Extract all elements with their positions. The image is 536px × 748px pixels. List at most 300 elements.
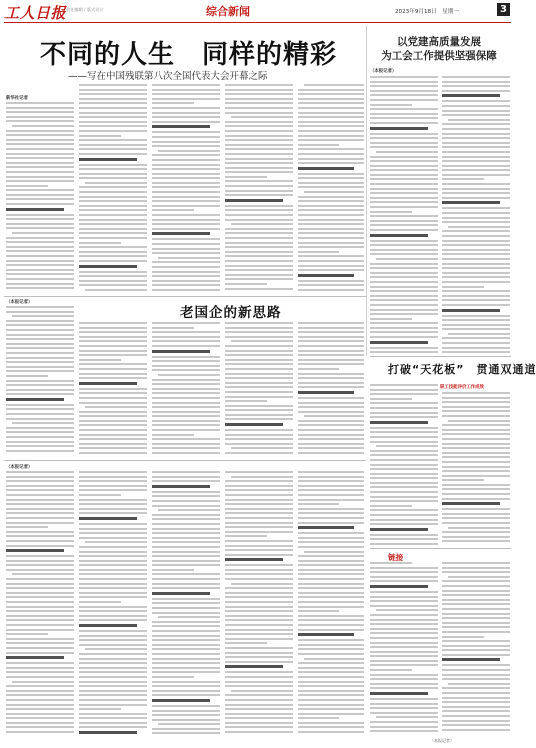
main-story-column-4 bbox=[225, 84, 293, 292]
text-line bbox=[79, 662, 147, 664]
text-line bbox=[370, 519, 438, 521]
text-line bbox=[442, 324, 510, 326]
text-line bbox=[225, 517, 293, 519]
text-line bbox=[6, 526, 48, 528]
text-line bbox=[370, 500, 438, 502]
text-line bbox=[370, 683, 438, 685]
text-line bbox=[225, 219, 293, 221]
text-line bbox=[152, 583, 220, 585]
text-line bbox=[370, 567, 438, 569]
text-line bbox=[79, 537, 147, 539]
box-divider bbox=[370, 356, 511, 357]
text-line bbox=[298, 596, 364, 598]
text-line bbox=[370, 336, 438, 338]
text-line bbox=[79, 587, 147, 589]
text-line bbox=[370, 431, 438, 433]
text-line bbox=[370, 281, 438, 283]
text-line bbox=[6, 227, 74, 229]
text-line bbox=[225, 185, 293, 187]
text-line bbox=[6, 338, 74, 340]
text-line bbox=[6, 171, 74, 173]
text-line bbox=[79, 255, 147, 257]
text-line bbox=[298, 624, 364, 626]
text-line bbox=[448, 527, 510, 529]
text-line bbox=[370, 441, 438, 443]
text-line bbox=[152, 336, 220, 338]
text-line bbox=[442, 295, 510, 297]
footer-note: （本报记者） bbox=[430, 738, 454, 743]
text-line bbox=[152, 159, 220, 161]
text-line bbox=[6, 676, 74, 678]
text-line bbox=[298, 354, 364, 356]
text-line bbox=[225, 704, 293, 706]
text-line bbox=[442, 461, 510, 463]
text-line bbox=[6, 508, 74, 510]
text-line bbox=[298, 499, 364, 501]
text-line bbox=[6, 398, 64, 401]
text-line bbox=[79, 168, 147, 170]
text-line bbox=[79, 644, 147, 646]
text-line bbox=[370, 591, 438, 593]
text-line bbox=[225, 199, 283, 202]
text-line bbox=[304, 658, 364, 660]
text-line bbox=[370, 534, 438, 536]
text-line bbox=[225, 112, 293, 114]
text-line bbox=[79, 164, 147, 166]
text-line bbox=[225, 629, 293, 631]
text-line bbox=[298, 363, 364, 365]
text-line bbox=[152, 476, 220, 478]
text-line bbox=[370, 351, 438, 353]
text-line bbox=[225, 180, 293, 182]
text-line bbox=[225, 274, 293, 276]
text-line bbox=[298, 125, 364, 127]
text-line bbox=[442, 337, 510, 339]
text-line bbox=[152, 219, 220, 221]
newspaper-logo: 工人日报 bbox=[4, 4, 67, 22]
text-line bbox=[152, 471, 220, 473]
text-line bbox=[442, 85, 510, 87]
text-line bbox=[79, 630, 147, 632]
editor-info: 责任编辑 / 版式设计 bbox=[66, 7, 104, 12]
text-line bbox=[298, 731, 364, 733]
text-line bbox=[152, 429, 220, 431]
text-line bbox=[6, 418, 74, 420]
text-line bbox=[298, 639, 364, 641]
text-line bbox=[298, 242, 364, 244]
text-line bbox=[79, 619, 147, 621]
text-line bbox=[231, 116, 293, 118]
text-line bbox=[442, 479, 484, 481]
text-line bbox=[370, 468, 438, 470]
text-line bbox=[6, 413, 74, 415]
text-line bbox=[79, 144, 147, 146]
text-line bbox=[442, 81, 510, 83]
text-line bbox=[442, 192, 510, 194]
text-line bbox=[152, 379, 220, 381]
text-line bbox=[158, 150, 220, 152]
text-line bbox=[152, 434, 194, 436]
text-line bbox=[6, 311, 74, 313]
text-line bbox=[442, 508, 510, 510]
text-line bbox=[6, 583, 74, 585]
text-line bbox=[79, 135, 121, 137]
text-line bbox=[79, 327, 147, 329]
text-line bbox=[298, 284, 364, 286]
text-line bbox=[225, 322, 293, 324]
text-line bbox=[152, 625, 220, 627]
text-line bbox=[79, 354, 147, 356]
text-line bbox=[6, 324, 74, 326]
text-line bbox=[6, 578, 74, 580]
text-line bbox=[79, 275, 147, 277]
text-line bbox=[442, 438, 510, 440]
text-line bbox=[225, 265, 293, 267]
text-line bbox=[298, 130, 364, 132]
text-line bbox=[225, 545, 293, 547]
text-line bbox=[6, 361, 74, 363]
text-line bbox=[298, 205, 364, 207]
text-line bbox=[152, 223, 220, 225]
text-line bbox=[225, 363, 293, 365]
text-line bbox=[79, 205, 147, 207]
text-line bbox=[298, 512, 364, 514]
text-line bbox=[6, 139, 74, 141]
text-line bbox=[225, 522, 293, 524]
text-line bbox=[79, 116, 147, 118]
text-line bbox=[6, 107, 74, 109]
text-line bbox=[6, 111, 74, 113]
text-line bbox=[79, 112, 147, 114]
text-line bbox=[442, 502, 500, 505]
text-line bbox=[370, 327, 438, 329]
text-line bbox=[370, 538, 438, 540]
text-line bbox=[152, 424, 220, 426]
text-line bbox=[225, 84, 293, 86]
text-line bbox=[442, 645, 510, 647]
text-line bbox=[442, 580, 510, 582]
text-line bbox=[6, 615, 74, 617]
text-line bbox=[6, 214, 74, 216]
text-line bbox=[225, 685, 293, 687]
text-line bbox=[298, 726, 364, 728]
text-line bbox=[298, 517, 364, 519]
text-line bbox=[152, 243, 220, 245]
text-line bbox=[152, 578, 220, 580]
text-line bbox=[79, 200, 147, 202]
text-line bbox=[442, 706, 510, 708]
text-line bbox=[442, 654, 510, 656]
text-line bbox=[370, 192, 438, 194]
text-line bbox=[442, 649, 510, 651]
text-line bbox=[152, 705, 220, 707]
text-line bbox=[152, 500, 220, 502]
text-line bbox=[6, 569, 74, 571]
text-line bbox=[225, 414, 293, 416]
text-line bbox=[85, 406, 147, 408]
text-line bbox=[298, 89, 364, 91]
text-line bbox=[152, 388, 220, 390]
text-line bbox=[79, 377, 147, 379]
text-line bbox=[225, 573, 293, 575]
text-line bbox=[442, 692, 510, 694]
text-line bbox=[225, 162, 293, 164]
text-line bbox=[298, 564, 364, 566]
text-line bbox=[370, 142, 438, 144]
text-line bbox=[370, 421, 428, 424]
text-line bbox=[370, 398, 412, 400]
text-line bbox=[442, 608, 510, 610]
text-line bbox=[79, 228, 147, 230]
text-line bbox=[442, 169, 510, 171]
text-line bbox=[298, 471, 364, 473]
text-line bbox=[225, 535, 267, 537]
text-line bbox=[225, 205, 293, 207]
middle-story-column-3 bbox=[152, 322, 220, 456]
text-line bbox=[152, 532, 220, 534]
text-line bbox=[79, 260, 147, 262]
text-line bbox=[79, 583, 147, 585]
text-line bbox=[79, 265, 137, 268]
text-line bbox=[6, 722, 74, 724]
text-line bbox=[370, 206, 438, 208]
text-line bbox=[225, 400, 267, 402]
text-line bbox=[442, 456, 510, 458]
main-byline: 新华社记者 bbox=[6, 96, 28, 101]
text-line bbox=[12, 232, 74, 234]
text-line bbox=[6, 587, 74, 589]
text-line bbox=[6, 329, 74, 331]
text-line bbox=[79, 232, 147, 234]
text-line bbox=[152, 356, 220, 358]
text-line bbox=[79, 676, 147, 678]
text-line bbox=[79, 102, 147, 104]
text-line bbox=[79, 601, 121, 603]
text-line bbox=[225, 699, 293, 701]
text-line bbox=[6, 208, 64, 211]
text-line bbox=[298, 429, 364, 431]
text-line bbox=[152, 402, 220, 404]
text-line bbox=[152, 191, 220, 193]
text-line bbox=[231, 340, 293, 342]
text-line bbox=[79, 93, 147, 95]
text-line bbox=[442, 299, 510, 301]
text-line bbox=[79, 402, 147, 404]
text-line bbox=[298, 340, 364, 342]
text-line bbox=[6, 260, 74, 262]
text-line bbox=[79, 363, 147, 365]
text-line bbox=[370, 85, 438, 87]
text-line bbox=[298, 289, 364, 291]
text-line bbox=[152, 205, 220, 207]
text-line bbox=[370, 600, 438, 602]
text-line bbox=[231, 223, 293, 225]
text-line bbox=[370, 692, 428, 695]
text-line bbox=[152, 365, 220, 367]
text-line bbox=[225, 418, 293, 420]
issue-date: 2023年9月18日 星期一 bbox=[395, 9, 460, 15]
masthead bbox=[0, 0, 515, 22]
text-line bbox=[225, 596, 293, 598]
text-line bbox=[79, 415, 147, 417]
text-line bbox=[442, 590, 510, 592]
text-line bbox=[6, 241, 74, 243]
text-line bbox=[152, 541, 220, 543]
main-story-column-3 bbox=[152, 84, 220, 292]
text-line bbox=[442, 447, 510, 449]
text-line bbox=[298, 406, 364, 408]
text-line bbox=[152, 345, 220, 347]
text-line bbox=[79, 517, 137, 520]
text-line bbox=[298, 452, 364, 454]
text-line bbox=[6, 162, 74, 164]
text-line bbox=[79, 438, 147, 440]
text-line bbox=[225, 471, 293, 473]
text-line bbox=[79, 368, 147, 370]
text-line bbox=[79, 237, 147, 239]
text-line bbox=[442, 622, 510, 624]
text-line bbox=[152, 635, 220, 637]
text-line bbox=[6, 499, 74, 501]
text-line bbox=[225, 694, 293, 696]
text-line bbox=[298, 402, 364, 404]
text-line bbox=[225, 209, 293, 211]
text-line bbox=[6, 134, 74, 136]
text-line bbox=[442, 137, 510, 139]
text-line bbox=[6, 347, 74, 349]
text-line bbox=[152, 209, 194, 211]
text-line bbox=[85, 182, 147, 184]
text-line bbox=[370, 384, 438, 386]
text-line bbox=[370, 514, 438, 516]
text-line bbox=[298, 485, 364, 487]
text-line bbox=[298, 397, 364, 399]
text-line bbox=[158, 374, 220, 376]
text-line bbox=[225, 624, 293, 626]
text-line bbox=[225, 423, 283, 426]
text-line bbox=[152, 710, 220, 712]
text-line bbox=[442, 701, 510, 703]
text-line bbox=[442, 640, 510, 642]
side-story-column-1 bbox=[370, 76, 438, 352]
text-line bbox=[225, 499, 293, 501]
text-line bbox=[225, 405, 293, 407]
text-line bbox=[79, 610, 147, 612]
text-line bbox=[370, 698, 438, 700]
text-line bbox=[152, 102, 194, 104]
text-line bbox=[79, 528, 147, 530]
text-line bbox=[79, 214, 147, 216]
text-line bbox=[304, 191, 364, 193]
text-line bbox=[370, 286, 438, 288]
text-line bbox=[152, 200, 220, 202]
text-line bbox=[6, 471, 74, 473]
text-line bbox=[225, 359, 293, 361]
text-line bbox=[298, 135, 364, 137]
text-line bbox=[225, 102, 293, 104]
text-line bbox=[6, 194, 74, 196]
text-line bbox=[298, 532, 364, 534]
text-line bbox=[442, 410, 510, 412]
box-story-headline: 打破“天花板” 贯通双通道 bbox=[388, 363, 536, 376]
text-line bbox=[442, 347, 510, 349]
text-line bbox=[6, 441, 74, 443]
text-line bbox=[152, 630, 220, 632]
text-line bbox=[442, 613, 510, 615]
text-line bbox=[370, 628, 438, 630]
text-line bbox=[6, 694, 74, 696]
text-line bbox=[442, 304, 510, 306]
text-line bbox=[370, 272, 438, 274]
text-line bbox=[6, 601, 74, 603]
text-line bbox=[79, 359, 121, 361]
text-line bbox=[152, 569, 194, 571]
text-line bbox=[442, 475, 510, 477]
text-line bbox=[225, 531, 293, 533]
text-line bbox=[79, 512, 147, 514]
text-line bbox=[442, 488, 510, 490]
text-line bbox=[442, 114, 510, 116]
text-line bbox=[225, 331, 293, 333]
text-line bbox=[442, 392, 510, 394]
text-line bbox=[376, 258, 438, 260]
text-line bbox=[225, 89, 293, 91]
main-story-column-1 bbox=[6, 102, 74, 292]
middle-story-column-1 bbox=[6, 306, 74, 456]
side-headline bbox=[370, 35, 508, 63]
text-line bbox=[6, 642, 74, 644]
text-line bbox=[298, 633, 354, 636]
text-line bbox=[152, 573, 220, 575]
text-line bbox=[6, 130, 74, 132]
text-line bbox=[152, 322, 220, 324]
text-line bbox=[152, 447, 220, 449]
text-line bbox=[225, 327, 293, 329]
text-line bbox=[298, 667, 364, 669]
text-line bbox=[442, 452, 510, 454]
text-line bbox=[370, 234, 428, 237]
text-line bbox=[6, 283, 74, 285]
text-line bbox=[370, 427, 438, 429]
text-line bbox=[442, 183, 510, 185]
text-line bbox=[6, 264, 74, 266]
text-line bbox=[152, 732, 220, 734]
text-line bbox=[370, 596, 438, 598]
text-line bbox=[6, 185, 48, 187]
text-line bbox=[152, 271, 220, 273]
text-line bbox=[225, 512, 293, 514]
side-headline-line-2: 为工会工作提供坚强保障 bbox=[381, 50, 497, 62]
text-line bbox=[370, 188, 438, 190]
text-line bbox=[298, 578, 364, 580]
text-line bbox=[79, 411, 147, 413]
text-line bbox=[442, 342, 510, 344]
text-line bbox=[442, 281, 510, 283]
text-line bbox=[225, 601, 293, 603]
text-line bbox=[370, 240, 438, 242]
text-line bbox=[370, 299, 438, 301]
text-line bbox=[298, 345, 364, 347]
text-line bbox=[225, 540, 293, 542]
text-line bbox=[370, 450, 438, 452]
text-line bbox=[442, 110, 510, 112]
text-line bbox=[6, 606, 74, 608]
text-line bbox=[79, 186, 147, 188]
text-line bbox=[79, 731, 137, 734]
text-line bbox=[79, 246, 147, 248]
text-line bbox=[6, 343, 74, 345]
text-line bbox=[79, 219, 147, 221]
